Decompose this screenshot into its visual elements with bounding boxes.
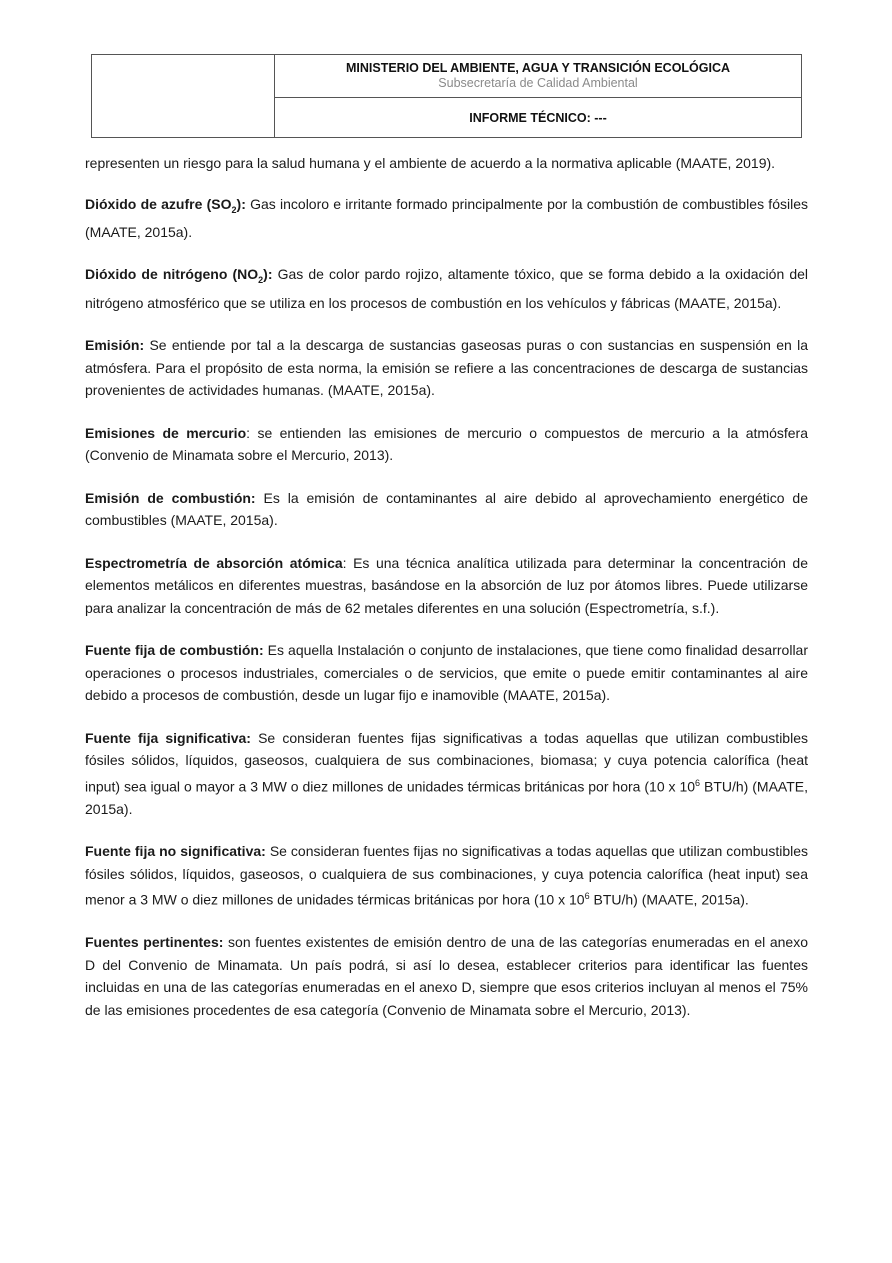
definition-term bbox=[85, 195, 246, 215]
term-text: Dióxido de azufre (SO bbox=[85, 195, 232, 212]
definition-text: Se consideran fuentes fijas no significativas a todas aquellas que utilizan combustibles fósiles sólidos, líquidos, gaseosos, o cualquiera de sus combinaciones, y cuya potencia calorífica (heat input) sea menor a 3 MW o diez millones de unidades térmicas británicas por hora (10 x 10 bbox=[85, 843, 809, 908]
header-title-block bbox=[275, 55, 801, 98]
definition-paragraph bbox=[85, 840, 808, 911]
document-body bbox=[85, 152, 808, 1041]
definition-term: Fuente fija no significativa: bbox=[85, 843, 266, 860]
definition-term: Emisiones de mercurio bbox=[85, 424, 247, 441]
definition-text: : se entienden las emisiones de mercurio o compuestos de mercurio a la atmósfera (Convenio de Minamata sobre el Mercurio, 2013). bbox=[85, 424, 808, 464]
report-title: INFORME TÉCNICO: --- bbox=[469, 110, 607, 125]
ministry-name: MINISTERIO DEL AMBIENTE, AGUA Y TRANSICIÓN ECOLÓGICA bbox=[345, 61, 731, 75]
definition-text: Es la emisión de contaminantes al aire debido al aprovechamiento energético de combustibles (MAATE, 2015a). bbox=[85, 489, 808, 529]
definition-term bbox=[85, 266, 273, 286]
definition-term: Espectrometría de absorción atómica bbox=[85, 554, 343, 571]
definition-text: Gas de color pardo rojizo, altamente tóxico, que se forma debido a la oxidación del nitrógeno atmosférico que se utiliza en los procesos de combustión en los vehículos y fábricas (MAATE, 2015a). bbox=[85, 266, 809, 311]
definition-term: Fuentes pertinentes: bbox=[85, 934, 224, 951]
title-cell bbox=[275, 55, 801, 137]
definition-text: Gas incoloro e irritante formado principalmente por la combustión de combustibles fósiles (MAATE, 2015a). bbox=[85, 195, 808, 240]
definition-text: Se consideran fuentes fijas significativas a todas aquellas que utilizan combustibles fósiles sólidos, líquidos, gaseosos, cualquiera de sus combinaciones, biomasa; y cuya potencia calorífica (heat input) sea igual o mayor a 3 MW o diez millones de unidades térmicas británicas por hora (10 x 10 bbox=[85, 729, 808, 795]
definition-term: Fuente fija significativa: bbox=[85, 729, 251, 746]
definition-paragraph bbox=[85, 552, 808, 620]
subscript: 2 bbox=[231, 204, 237, 215]
subscript: 2 bbox=[258, 275, 264, 286]
definition-term: Emisión de combustión: bbox=[85, 489, 256, 506]
definition-text: : Es una técnica analítica utilizada para determinar la concentración de elementos metálicos en diferentes muestras, basándose en la absorción de luz por átomos libres. Puede utilizarse para analizar la concentración de más de 62 metales diferentes en una solución (Espectrometría, s.f.). bbox=[85, 554, 808, 616]
definition-text-continued: BTU/h) (MAATE, 2015a). bbox=[589, 891, 749, 908]
term-text: ): bbox=[236, 195, 246, 212]
definition-paragraph bbox=[85, 334, 808, 402]
logo-cell bbox=[92, 55, 275, 137]
definition-paragraph bbox=[85, 727, 808, 821]
definition-term: Fuente fija de combustión: bbox=[85, 642, 264, 659]
definition-paragraph bbox=[85, 487, 808, 532]
definition-paragraph bbox=[85, 193, 808, 244]
definition-paragraph bbox=[85, 639, 808, 707]
term-text: ): bbox=[263, 266, 273, 283]
definition-text: Es aquella Instalación o conjunto de instalaciones, que tiene como finalidad desarrollar operaciones o procesos industriales, comerciales o de servicios, que emite o puede emitir contaminantes al aire debido a procesos de combustión, desde un lugar fijo e inamovible (MAATE, 2015a). bbox=[85, 642, 808, 704]
subsecretary-name: Subsecretaría de Calidad Ambiental bbox=[438, 76, 638, 90]
document-header bbox=[91, 54, 802, 138]
definition-text-continued: BTU/h) (MAATE, 2015a). bbox=[85, 778, 808, 817]
definition-text: Se entiende por tal a la descarga de sustancias gaseosas puras o con sustancias en suspensión en la atmósfera. Para el propósito de esta norma, la emisión se refiere a las concentraciones de descarga de sustancias provenientes de actividades humanas. (MAATE, 2015a). bbox=[85, 337, 808, 399]
definition-term: Emisión: bbox=[85, 337, 145, 354]
intro-paragraph: representen un riesgo para la salud humana y el ambiente de acuerdo a la normativa aplicable (MAATE, 2019). bbox=[85, 155, 776, 171]
definition-paragraph bbox=[85, 931, 808, 1021]
superscript: 6 bbox=[695, 777, 701, 788]
definition-paragraph bbox=[85, 263, 808, 314]
superscript: 6 bbox=[584, 891, 590, 902]
definition-text: son fuentes existentes de emisión dentro de una de las categorías enumeradas en el anexo D del Convenio de Minamata. Un país podrá, si así lo desea, establecer criterios para identificar las fuentes incluidas en una de las categorías enumeradas en el anexo D, siempre que esos criterios incluyan al menos el 75% de las emisiones procedentes de esa categoría (Convenio de Minamata sobre el Mercurio, 2013). bbox=[85, 934, 808, 1018]
definition-paragraph bbox=[85, 422, 808, 467]
term-text: Dióxido de nitrógeno (NO bbox=[85, 266, 259, 283]
